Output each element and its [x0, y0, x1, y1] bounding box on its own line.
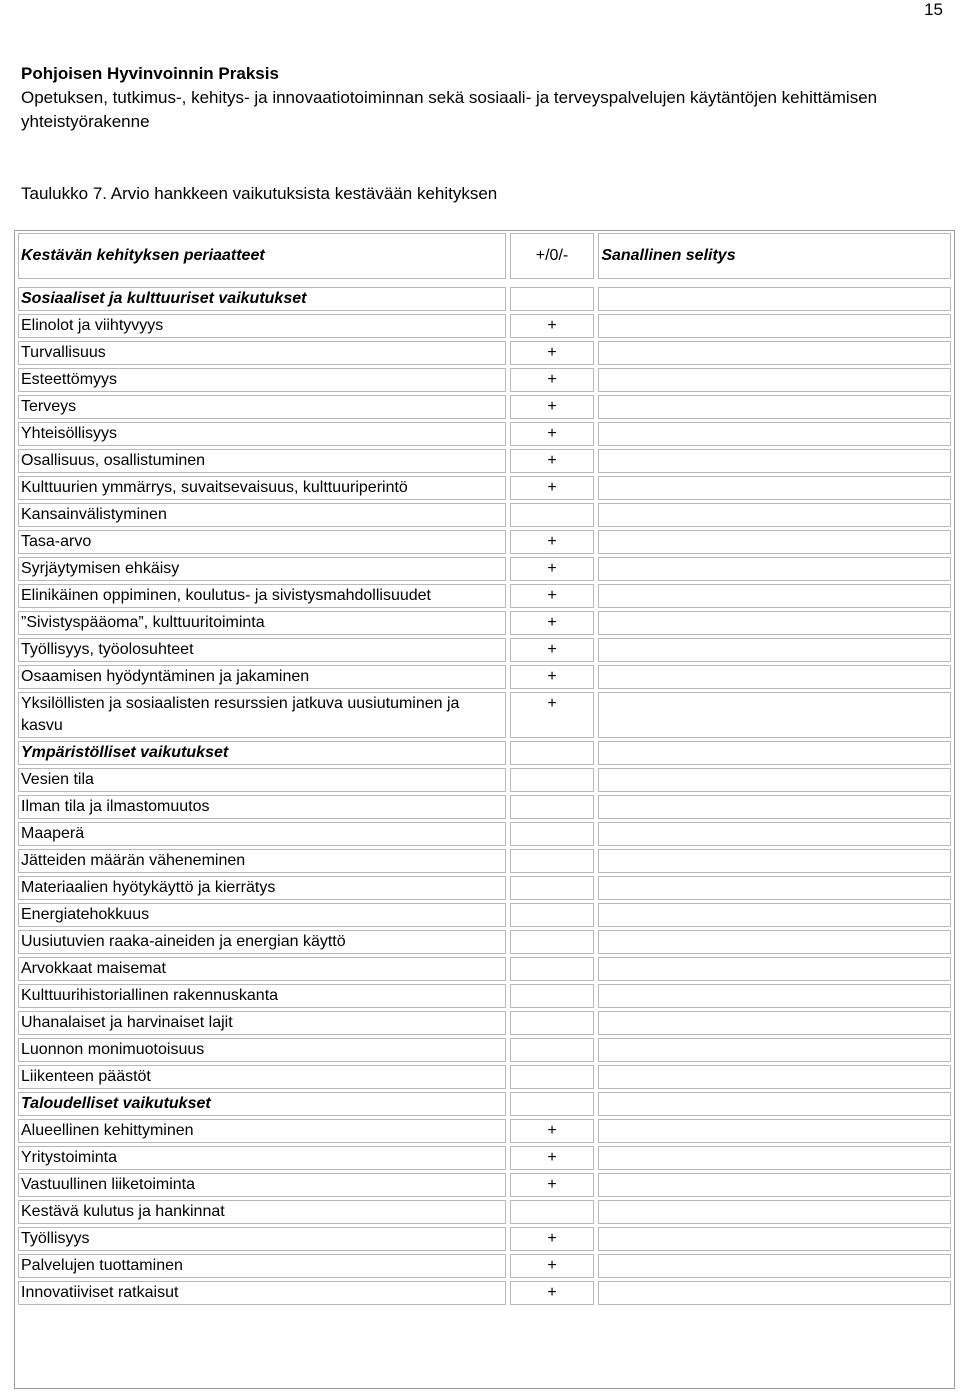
rating-cell: +	[510, 314, 595, 338]
explanation-cell	[598, 476, 951, 500]
rating-cell: +	[510, 422, 595, 446]
header-spacer	[18, 282, 951, 284]
principle-label: Innovatiiviset ratkaisut	[18, 1281, 506, 1305]
rating-cell: +	[510, 1254, 595, 1278]
principle-label: Palvelujen tuottaminen	[18, 1254, 506, 1278]
explanation-cell	[598, 638, 951, 662]
explanation-cell	[598, 1254, 951, 1278]
explanation-cell	[598, 795, 951, 819]
rating-cell	[510, 741, 595, 765]
principle-label: Kansainvälistyminen	[18, 503, 506, 527]
explanation-cell	[598, 1146, 951, 1170]
rating-cell: +	[510, 341, 595, 365]
explanation-cell	[598, 957, 951, 981]
explanation-cell	[598, 584, 951, 608]
header-explanation: Sanallinen selitys	[598, 233, 951, 279]
table-row	[18, 1038, 951, 1062]
explanation-cell	[598, 741, 951, 765]
table-row	[18, 1146, 951, 1170]
table-row	[18, 957, 951, 981]
page-number: 15	[924, 0, 943, 19]
rating-cell	[510, 1092, 595, 1116]
table-row	[18, 1281, 951, 1305]
explanation-cell	[598, 876, 951, 900]
principle-label: Tasa-arvo	[18, 530, 506, 554]
principle-label: Työllisyys, työolosuhteet	[18, 638, 506, 662]
rating-cell: +	[510, 692, 595, 738]
explanation-cell	[598, 768, 951, 792]
rating-cell	[510, 1065, 595, 1089]
table-section-row	[18, 1092, 951, 1116]
explanation-cell	[598, 449, 951, 473]
explanation-cell	[598, 822, 951, 846]
explanation-cell	[598, 1038, 951, 1062]
rating-cell: +	[510, 1281, 595, 1305]
principle-label: Terveys	[18, 395, 506, 419]
principle-label: Elinikäinen oppiminen, koulutus- ja sivistysmahdollisuudet	[18, 584, 506, 608]
table-row	[18, 1173, 951, 1197]
table-row	[18, 1065, 951, 1089]
principle-label: Arvokkaat maisemat	[18, 957, 506, 981]
rating-cell	[510, 903, 595, 927]
rating-cell: +	[510, 1119, 595, 1143]
principle-label: Uusiutuvien raaka-aineiden ja energian käyttö	[18, 930, 506, 954]
explanation-cell	[598, 368, 951, 392]
principle-label: Kestävä kulutus ja hankinnat	[18, 1200, 506, 1224]
principle-label: Vesien tila	[18, 768, 506, 792]
table-row	[18, 984, 951, 1008]
explanation-cell	[598, 692, 951, 738]
header-principles: Kestävän kehityksen periaatteet	[18, 233, 506, 279]
section-heading: Taloudelliset vaikutukset	[18, 1092, 506, 1116]
rating-cell: +	[510, 1173, 595, 1197]
table-row	[18, 1227, 951, 1251]
section-heading: Sosiaaliset ja kulttuuriset vaikutukset	[18, 287, 506, 311]
principle-label: Työllisyys	[18, 1227, 506, 1251]
principle-label: Elinolot ja viihtyvyys	[18, 314, 506, 338]
document-header	[21, 62, 921, 134]
explanation-cell	[598, 530, 951, 554]
rating-cell	[510, 1200, 595, 1224]
table-row	[18, 395, 951, 419]
rating-cell: +	[510, 530, 595, 554]
table-row	[18, 368, 951, 392]
rating-cell	[510, 1038, 595, 1062]
table-row	[18, 1200, 951, 1224]
table-row	[18, 638, 951, 662]
section-heading: Ympäristölliset vaikutukset	[18, 741, 506, 765]
table-row	[18, 903, 951, 927]
principle-label: Syrjäytymisen ehkäisy	[18, 557, 506, 581]
principle-label: Osallisuus, osallistuminen	[18, 449, 506, 473]
principle-label: Osaamisen hyödyntäminen ja jakaminen	[18, 665, 506, 689]
explanation-cell	[598, 1011, 951, 1035]
table-row	[18, 611, 951, 635]
table-section-row	[18, 287, 951, 311]
principle-label: Ilman tila ja ilmastomuutos	[18, 795, 506, 819]
rating-cell: +	[510, 638, 595, 662]
rating-cell: +	[510, 368, 595, 392]
table-row	[18, 449, 951, 473]
table-row	[18, 476, 951, 500]
rating-cell	[510, 930, 595, 954]
explanation-cell	[598, 287, 951, 311]
table-row	[18, 822, 951, 846]
explanation-cell	[598, 849, 951, 873]
principle-label: Yritystoiminta	[18, 1146, 506, 1170]
table-row	[18, 1011, 951, 1035]
explanation-cell	[598, 1281, 951, 1305]
principle-label: Kulttuurien ymmärrys, suvaitsevaisuus, kulttuuriperintö	[18, 476, 506, 500]
rating-cell	[510, 795, 595, 819]
rating-cell: +	[510, 1227, 595, 1251]
rating-cell: +	[510, 611, 595, 635]
explanation-cell	[598, 1065, 951, 1089]
explanation-cell	[598, 503, 951, 527]
header-rating: +/0/-	[510, 233, 595, 279]
explanation-cell	[598, 611, 951, 635]
table-caption: Taulukko 7. Arvio hankkeen vaikutuksista kestävään kehityksen	[21, 184, 498, 203]
table-row	[18, 849, 951, 873]
principle-label: Materiaalien hyötykäyttö ja kierrätys	[18, 876, 506, 900]
explanation-cell	[598, 1200, 951, 1224]
rating-cell: +	[510, 476, 595, 500]
table-row	[18, 530, 951, 554]
principle-label: Jätteiden määrän väheneminen	[18, 849, 506, 873]
sustainability-evaluation-table	[14, 230, 955, 1308]
table-row	[18, 876, 951, 900]
table-header-row	[18, 233, 951, 279]
table-section-row	[18, 741, 951, 765]
explanation-cell	[598, 422, 951, 446]
principle-label: Luonnon monimuotoisuus	[18, 1038, 506, 1062]
explanation-cell	[598, 1173, 951, 1197]
explanation-cell	[598, 903, 951, 927]
principle-label: Energiatehokkuus	[18, 903, 506, 927]
table-row	[18, 665, 951, 689]
rating-cell: +	[510, 584, 595, 608]
organization-name: Pohjoisen Hyvinvoinnin Praksis	[21, 64, 279, 83]
explanation-cell	[598, 1227, 951, 1251]
table-row	[18, 584, 951, 608]
principle-label: Maaperä	[18, 822, 506, 846]
principle-label: Vastuullinen liiketoiminta	[18, 1173, 506, 1197]
principle-label: Alueellinen kehittyminen	[18, 1119, 506, 1143]
principle-label: Yksilöllisten ja sosiaalisten resurssien jatkuva uusiutuminen ja kasvu	[18, 692, 506, 738]
principle-label: Uhanalaiset ja harvinaiset lajit	[18, 1011, 506, 1035]
rating-cell	[510, 849, 595, 873]
rating-cell	[510, 984, 595, 1008]
rating-cell: +	[510, 557, 595, 581]
explanation-cell	[598, 665, 951, 689]
explanation-cell	[598, 1119, 951, 1143]
rating-cell	[510, 287, 595, 311]
table-row	[18, 692, 951, 738]
principle-label: Esteettömyys	[18, 368, 506, 392]
table-row	[18, 930, 951, 954]
table-row	[18, 795, 951, 819]
rating-cell	[510, 1011, 595, 1035]
rating-cell: +	[510, 449, 595, 473]
rating-cell: +	[510, 665, 595, 689]
rating-cell: +	[510, 1146, 595, 1170]
table-row	[18, 503, 951, 527]
organization-description: Opetuksen, tutkimus-, kehitys- ja innovaatiotoiminnan sekä sosiaali- ja terveyspalvelujen käytäntöjen kehittämisen yhteistyörakenne	[21, 88, 878, 131]
table-row	[18, 314, 951, 338]
rating-cell	[510, 876, 595, 900]
explanation-cell	[598, 984, 951, 1008]
explanation-cell	[598, 395, 951, 419]
rating-cell	[510, 822, 595, 846]
explanation-cell	[598, 1092, 951, 1116]
explanation-cell	[598, 930, 951, 954]
explanation-cell	[598, 314, 951, 338]
rating-cell	[510, 957, 595, 981]
principle-label: ”Sivistyspääoma”, kulttuuritoiminta	[18, 611, 506, 635]
principle-label: Turvallisuus	[18, 341, 506, 365]
table-row	[18, 557, 951, 581]
rating-cell	[510, 503, 595, 527]
table-row	[18, 1254, 951, 1278]
principle-label: Liikenteen päästöt	[18, 1065, 506, 1089]
explanation-cell	[598, 341, 951, 365]
principle-label: Yhteisöllisyys	[18, 422, 506, 446]
principle-label: Kulttuurihistoriallinen rakennuskanta	[18, 984, 506, 1008]
rating-cell	[510, 768, 595, 792]
explanation-cell	[598, 557, 951, 581]
table-body	[18, 233, 951, 1305]
table-row	[18, 341, 951, 365]
table-row	[18, 768, 951, 792]
table-row	[18, 1119, 951, 1143]
table-row	[18, 422, 951, 446]
rating-cell: +	[510, 395, 595, 419]
